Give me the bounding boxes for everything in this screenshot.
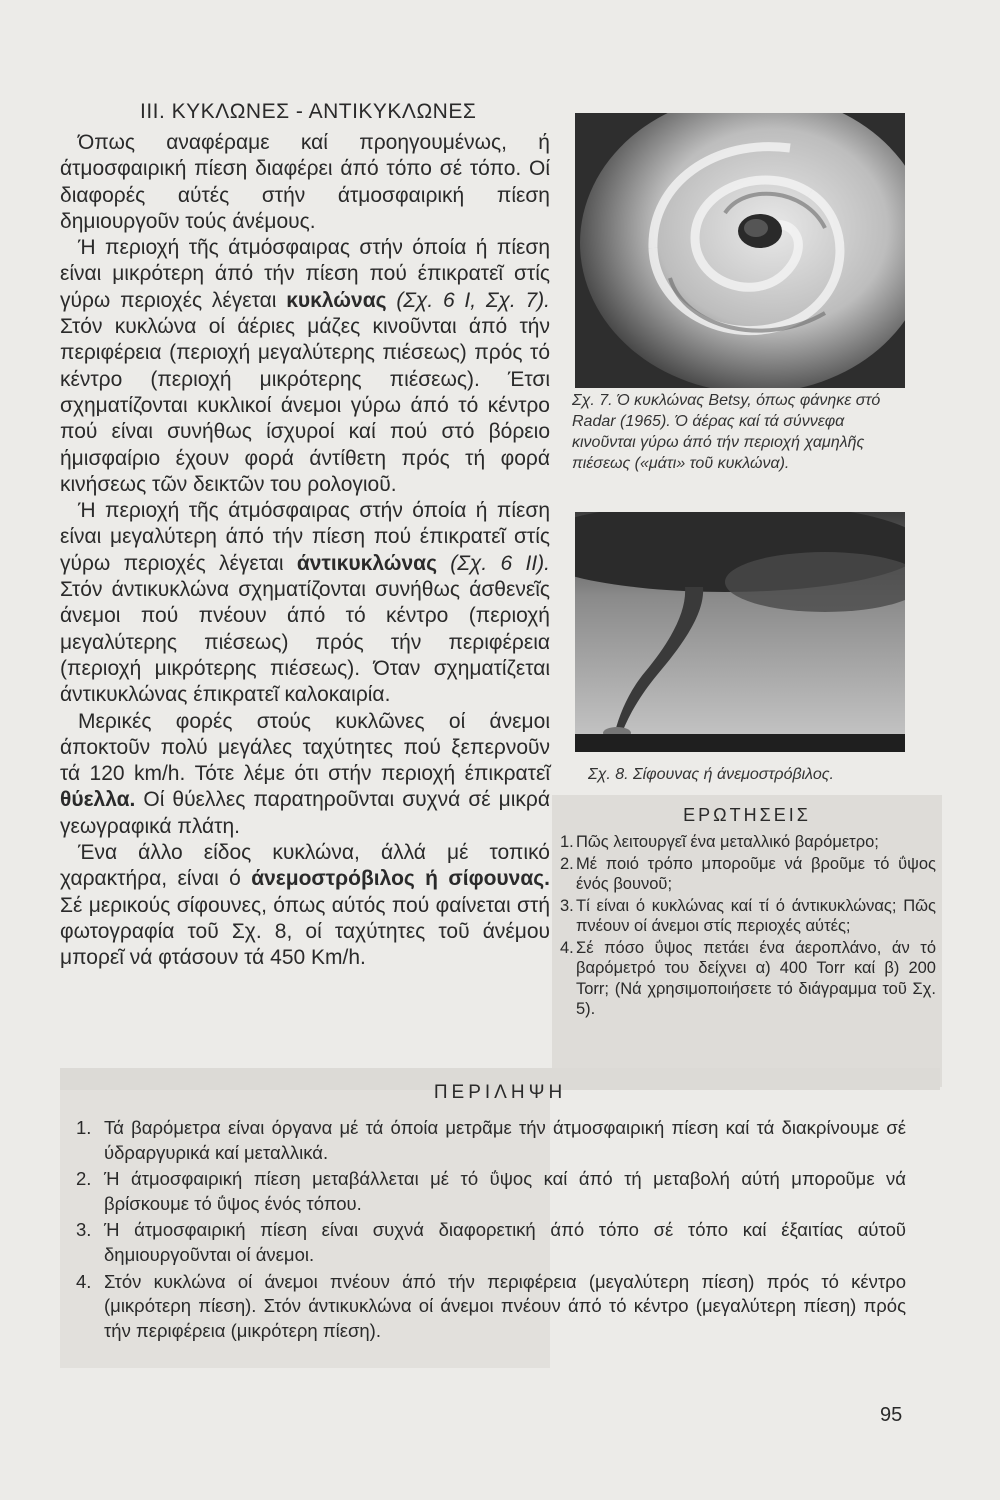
term-tornado: άνεμοστρόβιλος ή σίφουνας. — [251, 867, 550, 891]
question-item: 1. Πῶς λειτουργεῖ ένα μεταλλικό βαρόμετρο; — [560, 833, 879, 851]
summary-item: 1. Τά βαρόμετρα είναι όργανα μέ τά όποία μετρᾶμε τήν άτμοσφαιρική πίεση καί τά διακρίνουμε σέ ύδραργυρικά καί μεταλλικά. — [76, 1117, 906, 1163]
question-item: 4. Σέ πόσο ΰψος πετάει ένα άεροπλάνο, άν τό βαρόμετρό του δείχνει α) 400 Torr καί β) 200 Torr; (Νά χρησιμοποιήσετε τό διάγραμμα τοῦ Σχ. 5). — [560, 938, 936, 1018]
questions-title: ΕΡΩΤΗΣΕΙΣ — [683, 805, 811, 825]
question-item: 3. Τί είναι ό κυκλώνας καί τί ό άντικυκλώνας; Πῶς πνέουν οί άνεμοι στίς περιοχές αύτές; — [560, 896, 936, 935]
section-title: III. ΚΥΚΛΩΝΕΣ - ΑΝΤΙΚΥΚΛΩΝΕΣ — [140, 100, 477, 123]
term-cyclone: κυκλώνας — [286, 288, 387, 312]
figure-8-caption: Σχ. 8. Σίφουνας ή άνεμοστρόβιλος. — [588, 766, 834, 783]
summary-box — [60, 1068, 940, 1368]
cyclone-radar-photo — [575, 113, 905, 388]
paragraph-storm: Μερικές φορές στούς κυκλῶνες οί άνεμοι άποκτοῦν πολύ μεγάλες ταχύτητες πού ξεπερνοῦν τά 120 km/h. Τότε λέμε ότι στήν περιοχή έπικρατεῖ θύελλα. Οί θύελλες παρατηροῦνται συχνά σέ μικρά γεωγραφικά πλάτη. — [60, 709, 550, 838]
question-item: 2. Μέ ποιό τρόπο μποροῦμε νά βροῦμε τό ΰψος ένός βουνοῦ; — [560, 854, 936, 893]
figure-reference: (Σχ. 6 ΙΙ). — [450, 551, 550, 575]
summary-title: ΠΕΡΙΛΗΨΗ — [433, 1082, 567, 1103]
paragraph-tornado: Ένα άλλο είδος κυκλώνα, άλλά μέ τοπικό χαρακτήρα, είναι ό άνεμοστρόβιλος ή σίφουνας. Σέ μερικούς σίφουνες, όπως αύτός πού φαίνεται στή φωτογραφία τοῦ Σχ. 8, οί ταχύτητες τοῦ άνέμου μπορεῖ νά φτάσουν τά 450 Km/h. — [60, 841, 550, 970]
paragraph-cyclone: Ή περιοχή τῆς άτμόσφαιρας στήν όποία ή πίεση είναι μικρότερη άπό τήν πίεση πού έπικρατεῖ στίς γύρω περιοχές λέγεται κυκλώνας (Σχ. 6 Ι, Σχ. 7). Στόν κυκλώνα οί άέριες μάζες κινοῦνται άπό τήν περιφέρεια (περιοχή μεγαλύτερης πιέσεως) πρός τό κέντρο (περιοχή μικρότερης πιέσεως). Έτσι σχηματίζονται κυκλικοί άνεμοι γύρω άπό τό κέντρο πού είναι συνήθως ίσχυροί καί πού στό βόρειο ήμισφαίριο έχουν φορά άντίθετη πρός τή φορά κινήσεως τῶν δεικτῶν του ρολογιοῦ. — [60, 236, 550, 496]
summary-item: 3. Ή άτμοσφαιρική πίεση είναι συχνά διαφορετική άπό τόπο σέ τόπο καί έξαιτίας αύτοῦ δημιουργοῦνται οί άνεμοι. — [76, 1219, 906, 1265]
term-storm: θύελλα. — [60, 788, 136, 812]
paragraph-intro: Όπως αναφέραμε καί προηγουμένως, ή άτμοσφαιρική πίεση διαφέρει άπό τόπο σέ τόπο. Οί διαφορές αύτές στήν άτμοσφαιρική πίεση δημιουργοῦν τούς άνέμους. — [60, 131, 550, 233]
figure-reference: (Σχ. 6 Ι, Σχ. 7). — [396, 288, 550, 312]
summary-list — [76, 1116, 906, 1345]
main-text-column — [60, 98, 550, 972]
paragraph-anticyclone: Ή περιοχή τῆς άτμόσφαιρας στήν όποία ή πίεση είναι μεγαλύτερη άπό τήν πίεση πού έπικρατεῖ στίς γύρω περιοχές λέγεται άντικυκλώνας (Σχ. 6 ΙΙ). Στόν άντικυκλώνα σχηματίζονται συνήθως άσθενεῖς άνεμοι πού πνέουν άπό τό κέντρο (περιοχή μεγαλύτερης πιέσεως) πρός τήν περιφέρεια (περιοχή μικρότερης πιέσεως). Όταν σχηματίζεται άντικυκλώνας έπικρατεῖ καλοκαιρία. — [60, 499, 550, 707]
figure-7-caption: Σχ. 7. Ό κυκλώνας Betsy, όπως φάνηκε στό Radar (1965). Ό άέρας καί τά σύννεφα κινοῦνται γύρω άπό τήν περιοχή χαμηλῆς πιέσεως («μάτι» τοῦ κυκλώνα). — [572, 392, 881, 472]
questions-box — [552, 795, 942, 1087]
questions-list — [552, 832, 942, 1020]
term-anticyclone: άντικυκλώνας — [296, 551, 437, 575]
tornado-photo — [575, 512, 905, 752]
summary-item: 4. Στόν κυκλώνα οί άνεμοι πνέουν άπό τήν περιφέρεια (μεγαλύτερη πίεση) πρός τό κέντρο (μικρότερη πίεση). Στόν άντικυκλώνα οί άνεμοι πνέουν άπό τό κέντρο (μεγαλύτερη πίεση) πρός τήν περιφέρεια (μικρότερη πίεση). — [76, 1270, 906, 1341]
summary-item: 2. Ή άτμοσφαιρική πίεση μεταβάλλεται μέ τό ΰψος καί άπό τή μεταβολή αύτή μποροῦμε νά βρίσκουμε τό ΰψος ένός τόπου. — [76, 1168, 906, 1214]
page-number: 95 — [880, 1404, 903, 1426]
